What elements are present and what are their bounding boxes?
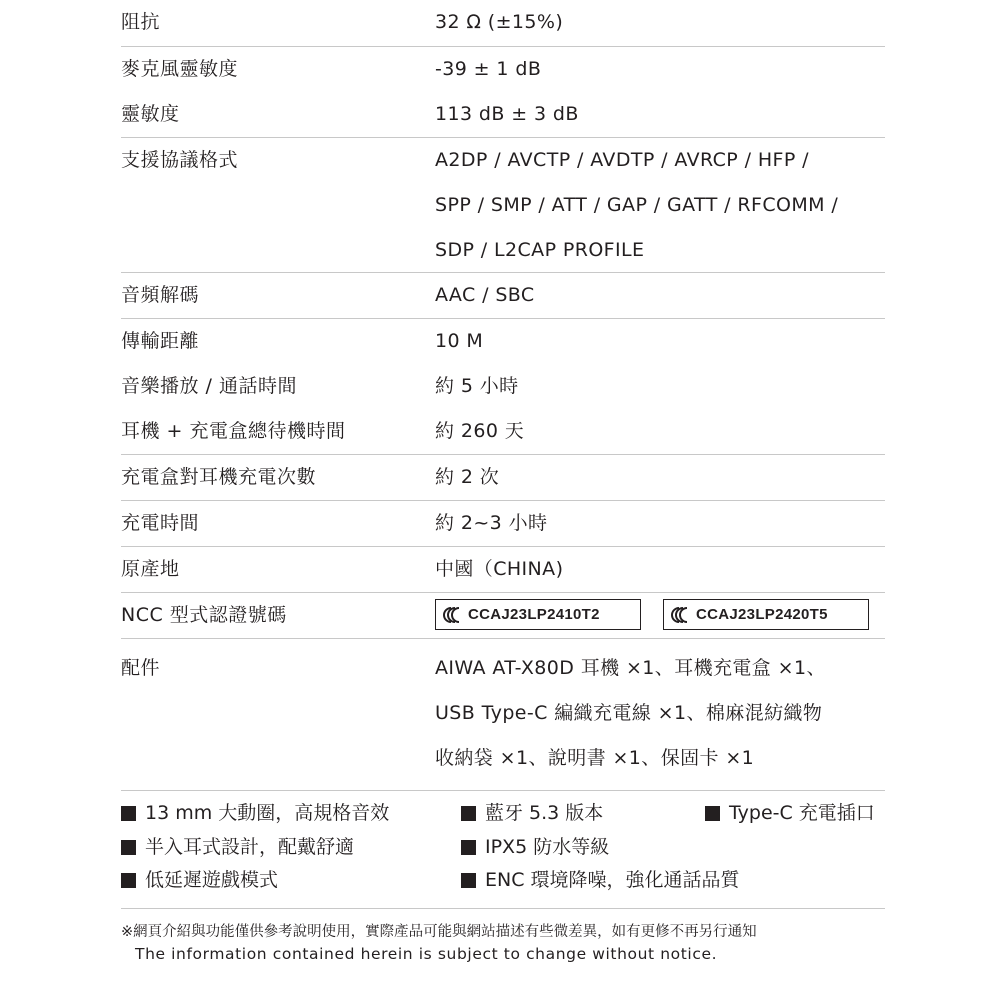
feature-item bbox=[705, 797, 875, 829]
feature-item bbox=[461, 797, 603, 829]
spec-value bbox=[435, 409, 885, 454]
spec-row-ncc bbox=[121, 593, 885, 639]
square-bullet-icon bbox=[121, 806, 136, 821]
feature-text: ENC 環境降噪，強化通話品質 bbox=[485, 869, 740, 891]
feature-list bbox=[121, 797, 885, 899]
spec-value-line: AAC / SBC bbox=[435, 284, 535, 306]
spec-value bbox=[435, 47, 885, 92]
spec-value bbox=[435, 455, 885, 500]
spec-row-sensitivity bbox=[121, 92, 885, 138]
spec-value bbox=[435, 273, 885, 318]
spec-value-line: AIWA AT-X80D 耳機 ×1、耳機充電盒 ×1、 bbox=[435, 657, 826, 679]
spec-label: 靈敏度 bbox=[121, 103, 180, 125]
spec-row-impedance bbox=[121, 0, 885, 47]
spec-value-line: USB Type-C 編織充電線 ×1、棉麻混紡織物 bbox=[435, 702, 823, 724]
notice-zh: ※網頁介紹與功能僅供參考說明使用，實際產品可能與網站描述有些微差異，如有更修不再另行通知 bbox=[121, 924, 757, 940]
spec-row-range bbox=[121, 319, 885, 364]
square-bullet-icon bbox=[461, 840, 476, 855]
spec-label: 音樂播放 / 通話時間 bbox=[121, 375, 297, 397]
ncc-badge bbox=[663, 599, 869, 630]
spec-label: 配件 bbox=[121, 657, 161, 679]
spec-label: 支援協議格式 bbox=[121, 149, 239, 171]
spec-label: 麥克風靈敏度 bbox=[121, 58, 239, 80]
spec-value-line: 中國（CHINA) bbox=[435, 558, 564, 580]
notice-en: The information contained herein is subject to change without notice. bbox=[135, 945, 718, 963]
spec-value-line: SDP / L2CAP PROFILE bbox=[435, 239, 645, 261]
feature-item bbox=[121, 864, 278, 896]
spec-value bbox=[435, 138, 885, 273]
spec-value bbox=[435, 364, 885, 409]
spec-value-line: -39 ± 1 dB bbox=[435, 58, 542, 80]
ncc-badge bbox=[435, 599, 641, 630]
feature-item bbox=[121, 797, 389, 829]
spec-value-line: 10 M bbox=[435, 330, 484, 352]
spec-row-standby bbox=[121, 409, 885, 455]
ncc-code: CCAJ23LP2410T2 bbox=[468, 606, 600, 623]
spec-label: 傳輸距離 bbox=[121, 330, 200, 352]
spec-value bbox=[435, 501, 885, 546]
feature-text: 藍牙 5.3 版本 bbox=[485, 802, 604, 824]
spec-row-mic-sensitivity bbox=[121, 47, 885, 92]
feature-text: 13 mm 大動圈，高規格音效 bbox=[145, 802, 390, 824]
square-bullet-icon bbox=[461, 806, 476, 821]
spec-label: 耳機 + 充電盒總待機時間 bbox=[121, 420, 346, 442]
spec-value bbox=[435, 92, 885, 137]
spec-value bbox=[435, 0, 885, 45]
spec-value-line: 約 5 小時 bbox=[435, 375, 519, 397]
square-bullet-icon bbox=[705, 806, 720, 821]
square-bullet-icon bbox=[121, 840, 136, 855]
ncc-code: CCAJ23LP2420T5 bbox=[696, 606, 828, 623]
ncc-logo-icon bbox=[670, 606, 690, 624]
spec-label: 原產地 bbox=[121, 558, 180, 580]
spec-value-line: A2DP / AVCTP / AVDTP / AVRCP / HFP / bbox=[435, 149, 809, 171]
square-bullet-icon bbox=[121, 873, 136, 888]
spec-row-accessories bbox=[121, 639, 885, 791]
spec-value bbox=[435, 639, 885, 781]
feature-item bbox=[461, 831, 609, 863]
feature-item bbox=[121, 831, 354, 863]
divider bbox=[121, 908, 885, 909]
spec-value-line: 113 dB ± 3 dB bbox=[435, 103, 579, 125]
feature-text: IPX5 防水等級 bbox=[485, 836, 610, 858]
feature-item bbox=[461, 864, 740, 896]
spec-value-line: 約 2~3 小時 bbox=[435, 512, 548, 534]
feature-text: Type-C 充電插口 bbox=[729, 802, 875, 824]
spec-value-line: 32 Ω (±15%) bbox=[435, 11, 564, 33]
spec-label: 音頻解碼 bbox=[121, 284, 200, 306]
spec-value bbox=[435, 547, 885, 592]
spec-row-codec bbox=[121, 273, 885, 319]
spec-label: 阻抗 bbox=[121, 11, 161, 33]
spec-value-line: 約 2 次 bbox=[435, 466, 500, 488]
feature-text: 低延遲遊戲模式 bbox=[145, 869, 279, 891]
spec-row-charge-count bbox=[121, 455, 885, 501]
ncc-badges bbox=[435, 593, 885, 632]
square-bullet-icon bbox=[461, 873, 476, 888]
feature-text: 半入耳式設計，配戴舒適 bbox=[145, 836, 355, 858]
spec-value bbox=[435, 593, 885, 632]
spec-value-line: 約 260 天 bbox=[435, 420, 525, 442]
spec-row-charge-time bbox=[121, 501, 885, 547]
spec-label: NCC 型式認證號碼 bbox=[121, 604, 287, 626]
spec-value-line: 收納袋 ×1、說明書 ×1、保固卡 ×1 bbox=[435, 747, 755, 769]
spec-row-origin bbox=[121, 547, 885, 593]
ncc-logo-icon bbox=[442, 606, 462, 624]
spec-table bbox=[121, 0, 885, 791]
spec-label: 充電盒對耳機充電次數 bbox=[121, 466, 317, 488]
spec-row-protocols bbox=[121, 138, 885, 273]
spec-label: 充電時間 bbox=[121, 512, 200, 534]
spec-value-line: SPP / SMP / ATT / GAP / GATT / RFCOMM / bbox=[435, 194, 839, 216]
spec-row-play-time bbox=[121, 364, 885, 409]
spec-value bbox=[435, 319, 885, 364]
